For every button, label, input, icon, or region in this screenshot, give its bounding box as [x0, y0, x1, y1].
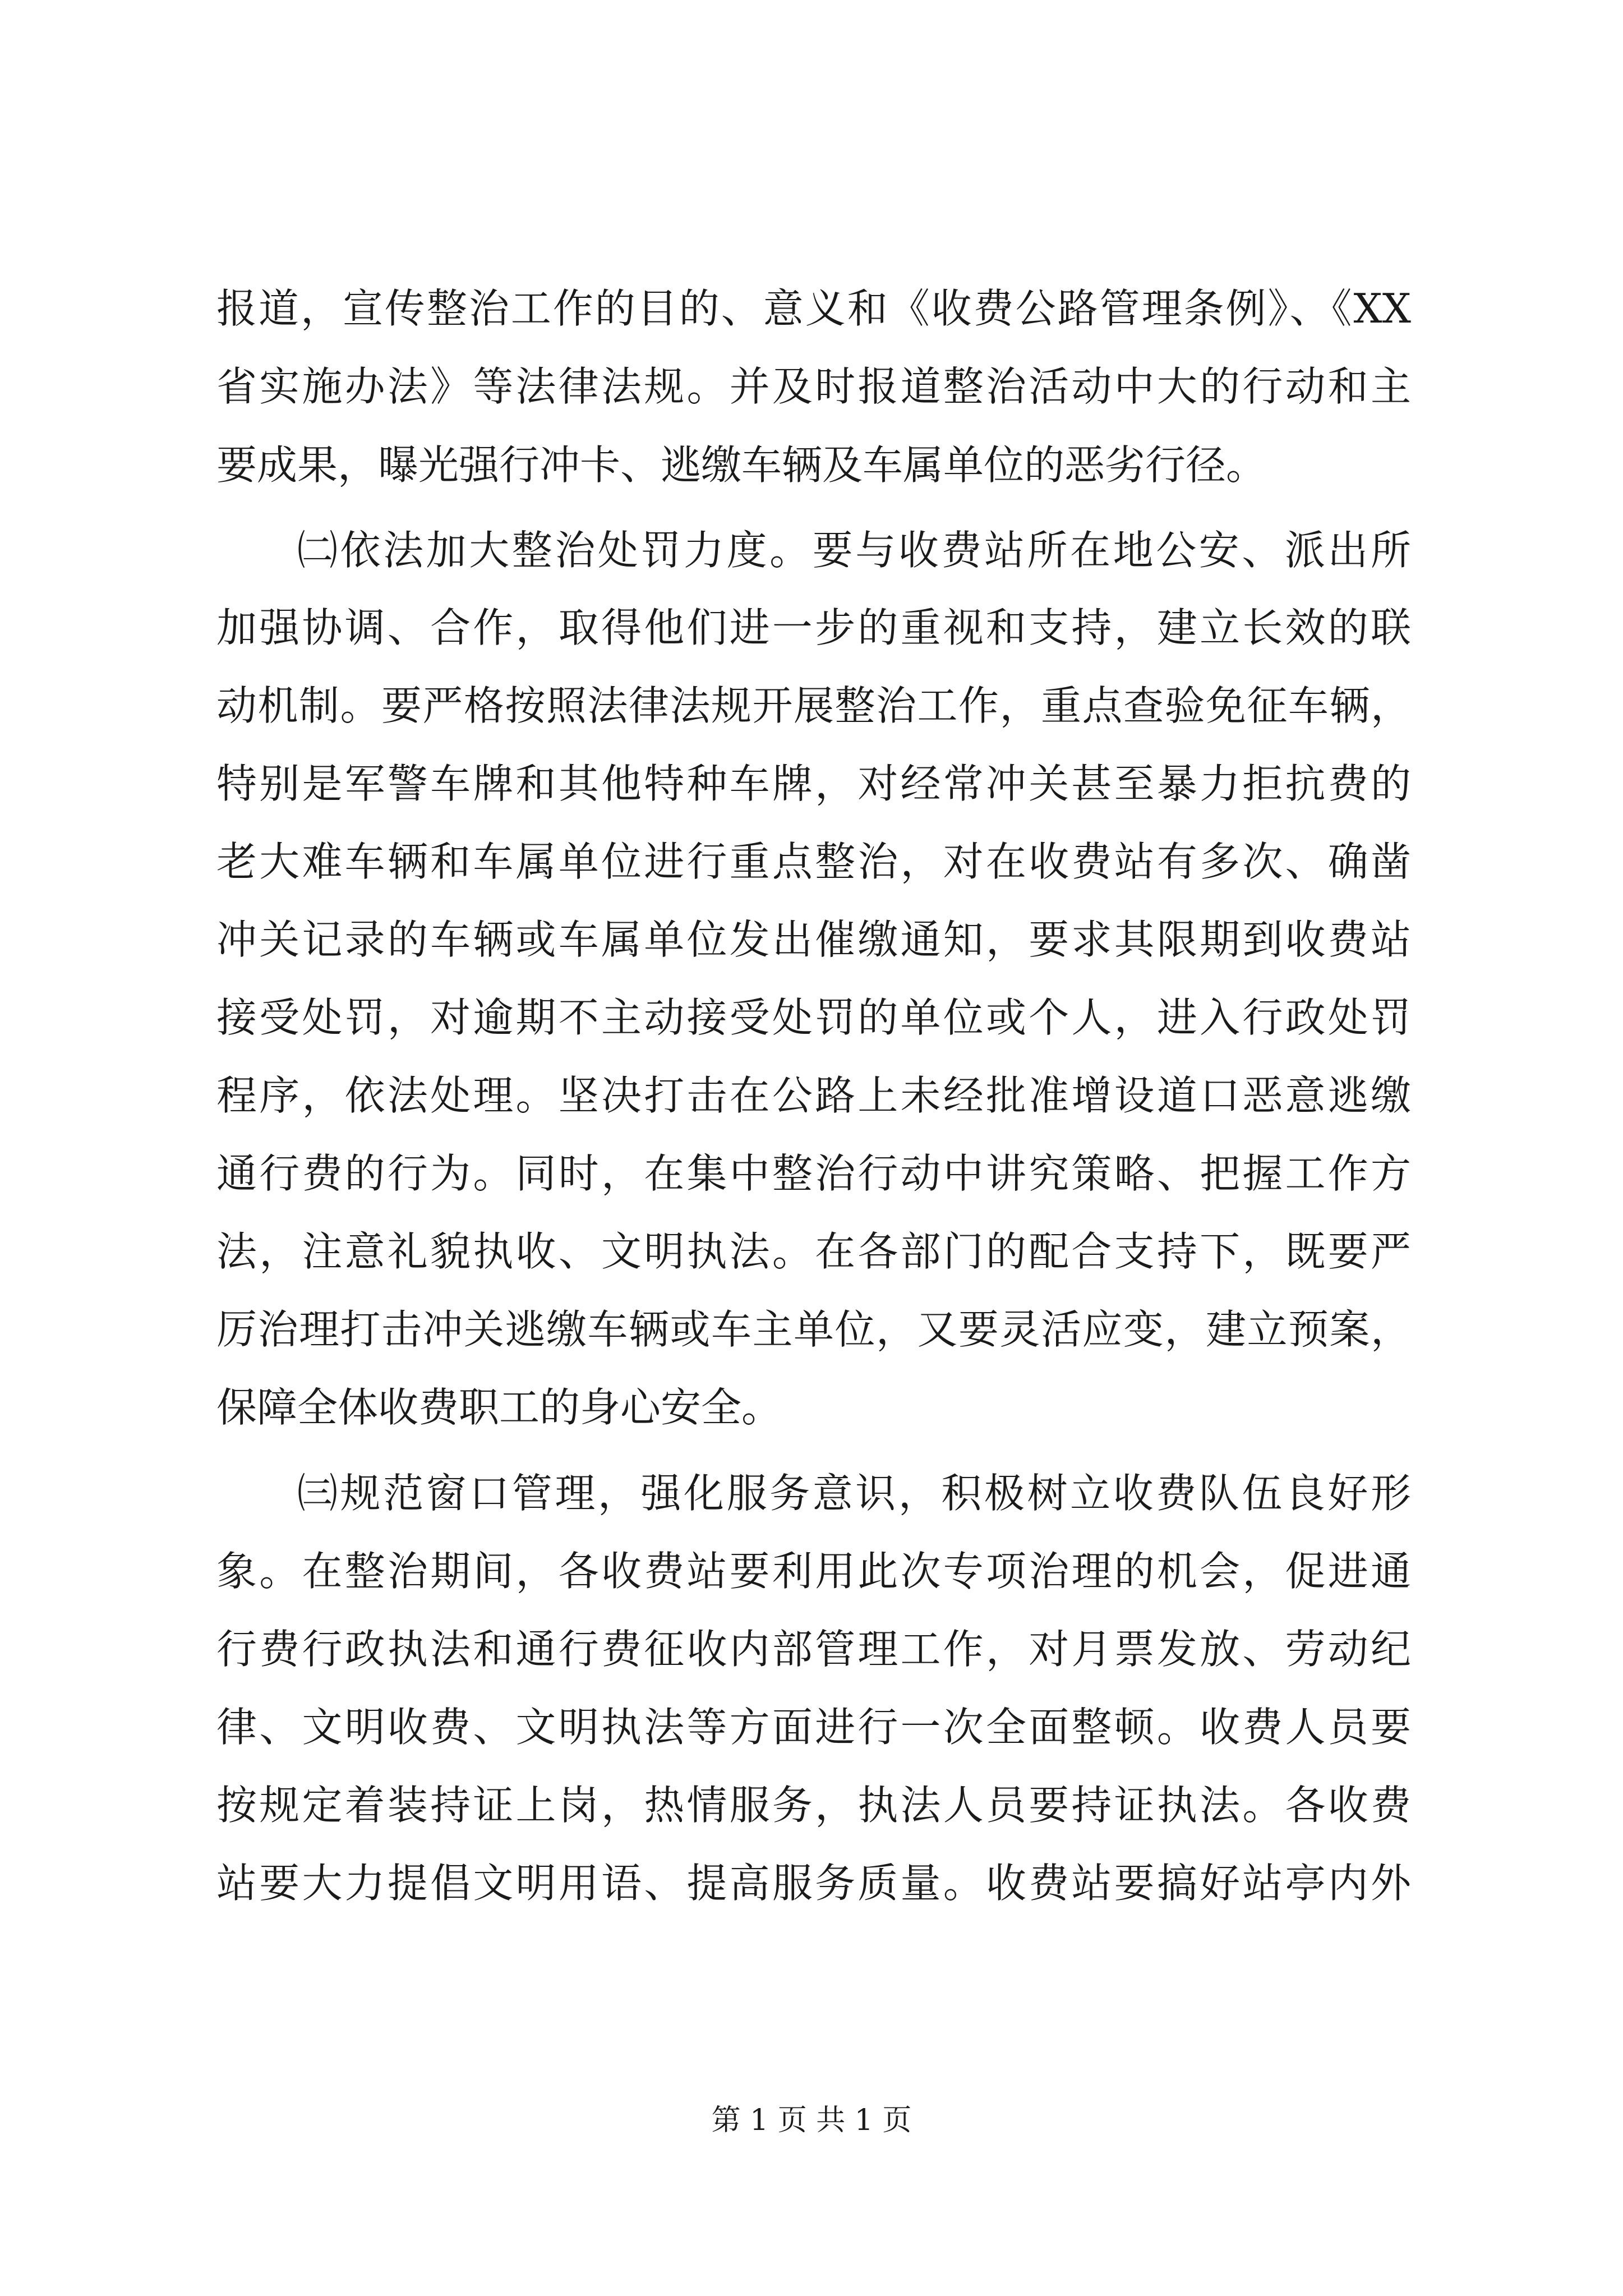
text-line: 接受处罚，对逾期不主动接受处罚的单位或个人，进入行政处罚 [216, 994, 1411, 1041]
text-line: 特别是军警车牌和其他特种车牌，对经常冲关甚至暴力拒抗费的 [216, 760, 1411, 807]
text-line: 加强协调、合作，取得他们进一步的重视和支持，建立长效的联 [216, 604, 1411, 651]
text-line: 冲关记录的车辆或车属单位发出催缴通知，要求其限期到收费站 [216, 916, 1411, 963]
text-line: 象。在整治期间，各收费站要利用此次专项治理的机会，促进通 [216, 1548, 1411, 1595]
text-line: 法，注意礼貌执收、文明执法。在各部门的配合支持下，既要严 [216, 1228, 1411, 1275]
text-line: 律、文明收费、文明执法等方面进行一次全面整顿。收费人员要 [216, 1704, 1411, 1751]
text-line: 老大难车辆和车属单位进行重点整治，对在收费站有多次、确凿 [216, 838, 1411, 885]
paragraph-start-line: ㈡依法加大整治处罚力度。要与收费站所在地公安、派出所 [297, 527, 1411, 574]
text-line: 行费行政执法和通行费征收内部管理工作，对月票发放、劳动纪 [216, 1626, 1411, 1673]
page-footer: 第 1 页 共 1 页 [711, 2104, 912, 2137]
text-line: 动机制。要严格按照法律法规开展整治工作，重点查验免征车辆， [216, 682, 1411, 729]
text-line: 报道，宣传整治工作的目的、意义和《收费公路管理条例》、《XX [216, 285, 1411, 332]
text-line: 站要大力提倡文明用语、提高服务质量。收费站要搞好站亭内外 [216, 1860, 1411, 1907]
text-line: 厉治理打击冲关逃缴车辆或车主单位，又要灵活应变，建立预案， [216, 1306, 1411, 1353]
text-line: 保障全体收费职工的身心安全。 [216, 1384, 782, 1431]
text-line: 程序，依法处理。坚决打击在公路上未经批准增设道口恶意逃缴 [216, 1072, 1411, 1119]
text-line: 省实施办法》等法律法规。并及时报道整治活动中大的行动和主 [216, 363, 1411, 410]
text-line: 通行费的行为。同时，在集中整治行动中讲究策略、把握工作方 [216, 1150, 1411, 1197]
paragraph-start-line: ㈢规范窗口管理，强化服务意识，积极树立收费队伍良好形 [297, 1470, 1411, 1517]
text-line: 要成果，曝光强行冲卡、逃缴车辆及车属单位的恶劣行径。 [216, 441, 1267, 489]
text-line: 按规定着装持证上岗，热情服务，执法人员要持证执法。各收费 [216, 1782, 1411, 1829]
